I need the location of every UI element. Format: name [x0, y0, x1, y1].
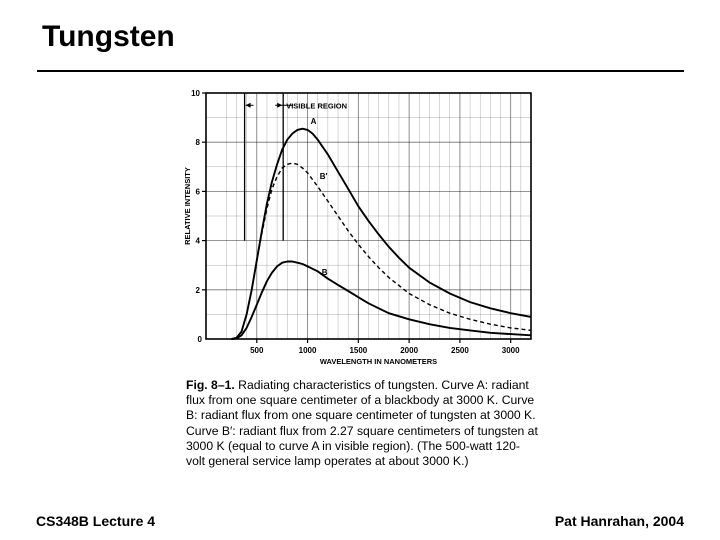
- curve-label: A: [310, 116, 317, 126]
- visible-region-arrowhead-right: [277, 103, 282, 108]
- curve-label: B′: [319, 172, 328, 182]
- caption-text: Radiating characteristics of tungsten. Curve A: radiant flux from one square centimeter of a blackbody at 3000 K. Curve B: radiant flux from one square centimeter of tungsten at 3000 K. Curve B′: radiant flux from 2.27 square centimeters of tungsten at 3000 K (equal to curve A in visible region). (The 500-watt 120-volt general service lamp operates at about 3000 K.): [186, 378, 538, 469]
- footer-course: CS348B Lecture 4: [36, 513, 156, 529]
- y-tick-label: 0: [197, 335, 202, 344]
- y-tick-label: 8: [195, 138, 200, 148]
- y-tick-label: 6: [195, 187, 200, 197]
- y-tick-label: 2: [195, 285, 200, 295]
- y-axis-label: RELATIVE INTENSITY: [183, 167, 192, 245]
- curve-a: [231, 129, 531, 339]
- x-tick-label: 3000: [501, 346, 520, 355]
- visible-region-arrowhead-left: [246, 103, 251, 108]
- x-tick-label: 2000: [400, 346, 419, 355]
- x-axis-label: WAVELENGTH IN NANOMETERS: [319, 357, 438, 366]
- y-tick-label: 4: [195, 236, 200, 246]
- footer-author: Pat Hanrahan, 2004: [554, 513, 684, 529]
- x-tick-label: 500: [250, 346, 264, 355]
- x-tick-label: 2500: [451, 346, 469, 355]
- x-tick-label: 1500: [349, 346, 368, 355]
- caption-label: Fig. 8–1.: [186, 378, 235, 392]
- curve-b-prime: [231, 163, 531, 339]
- tungsten-radiation-chart: [180, 86, 540, 376]
- y-tick-label: 10: [191, 89, 200, 98]
- x-tick-label: 1000: [298, 346, 317, 355]
- curve-label: B: [321, 268, 328, 278]
- slide-title: Tungsten: [42, 20, 175, 53]
- title-divider: [37, 70, 684, 72]
- figure-caption: [186, 378, 538, 469]
- curve-b: [231, 262, 531, 340]
- visible-region-label: VISIBLE REGION: [286, 101, 348, 111]
